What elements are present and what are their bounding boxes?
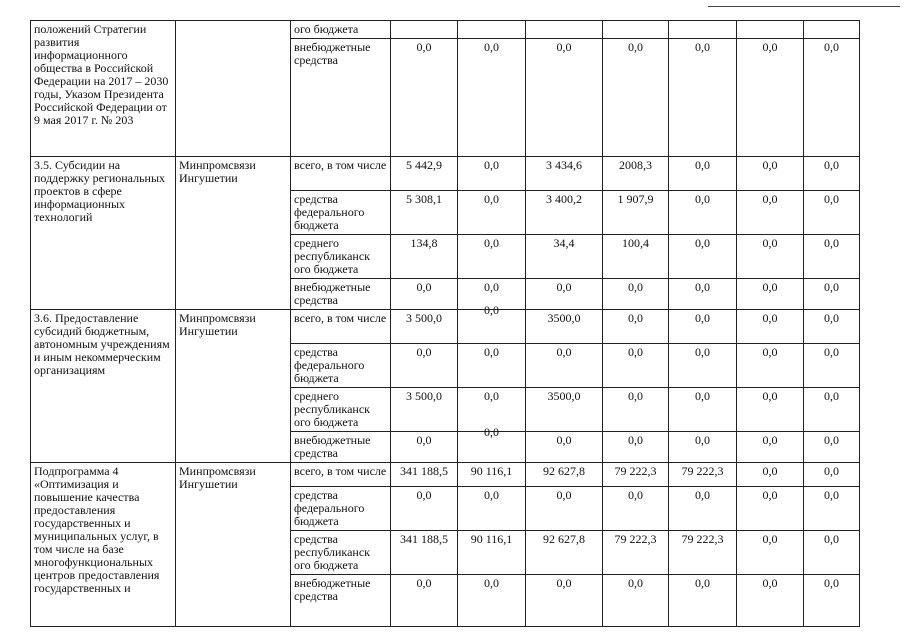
amount-cell (804, 388, 860, 432)
amount-value: 0,0 (762, 192, 778, 206)
amount-cell (669, 344, 737, 388)
amount-value: 0,0 (416, 576, 432, 590)
amount-value: 134,8 (410, 236, 438, 250)
amount-value: 0,0 (824, 576, 839, 590)
amount-cell (737, 432, 804, 463)
amount-cell (669, 487, 737, 531)
amount-cell (391, 388, 458, 432)
amount-cell (603, 279, 669, 310)
amount-value: 3 400,2 (546, 192, 582, 206)
amount-value: 0,0 (824, 433, 839, 447)
amount-cell (391, 432, 458, 463)
amount-cell (391, 235, 458, 279)
amount-cell (804, 157, 860, 191)
responsible-executor (176, 21, 291, 157)
amount-value: 79 222,3 (614, 532, 657, 546)
amount-cell (526, 388, 603, 432)
amount-value: 0,0 (556, 488, 572, 502)
amount-cell (603, 235, 669, 279)
amount-cell (391, 39, 458, 157)
amount-cell (526, 531, 603, 575)
amount-cell (526, 432, 603, 463)
amount-cell (603, 21, 669, 39)
amount-cell (458, 39, 526, 157)
amount-cell (669, 531, 737, 575)
amount-value: 0,0 (762, 389, 778, 403)
funding-source: всего, в том числе (291, 463, 391, 487)
amount-value: 0,0 (762, 433, 778, 447)
amount-cell (526, 487, 603, 531)
amount-value: 0,0 (628, 576, 643, 590)
amount-cell (737, 575, 804, 627)
amount-cell (669, 310, 737, 344)
amount-cell (526, 39, 603, 157)
amount-value: 0,0 (824, 236, 839, 250)
amount-value: 0,0 (695, 236, 710, 250)
amount-cell (603, 575, 669, 627)
amount-value: 0,0 (824, 532, 839, 546)
funding-source: внебюджетные средства (291, 39, 391, 157)
responsible-executor: Минпромсвязи Ингушетии (176, 463, 291, 627)
amount-cell (391, 575, 458, 627)
amount-value: 92 627,8 (543, 532, 585, 546)
amount-cell (603, 191, 669, 235)
funding-source: средства республиканск ого бюджета (291, 531, 391, 575)
amount-cell (458, 303, 526, 344)
amount-value: 5 442,9 (406, 158, 442, 172)
amount-cell (669, 279, 737, 310)
amount-value: 0,0 (556, 576, 572, 590)
amount-value: 0,0 (484, 236, 499, 250)
amount-cell (391, 344, 458, 388)
amount-value: 3500,0 (547, 389, 581, 403)
amount-cell (669, 388, 737, 432)
amount-value: 0,0 (824, 158, 839, 172)
amount-value: 0,0 (762, 532, 778, 546)
amount-value: 0,0 (695, 488, 710, 502)
amount-value: 3 500,0 (406, 389, 442, 403)
amount-value: 0,0 (824, 488, 839, 502)
amount-cell (669, 432, 737, 463)
amount-value: 0,0 (484, 280, 499, 294)
amount-cell (737, 21, 804, 39)
amount-cell (804, 191, 860, 235)
amount-cell (737, 191, 804, 235)
amount-cell (458, 157, 526, 191)
table-row (31, 310, 860, 344)
responsible-executor: Минпромсвязи Ингушетии (176, 310, 291, 463)
amount-value: 0,0 (695, 345, 710, 359)
amount-cell (391, 21, 458, 39)
amount-value: 0,0 (762, 345, 778, 359)
amount-cell (526, 575, 603, 627)
table-row (31, 21, 860, 39)
amount-cell (737, 388, 804, 432)
amount-value: 79 222,3 (681, 464, 724, 478)
amount-value: 0,0 (556, 345, 572, 359)
amount-cell (458, 463, 526, 487)
amount-value: 0,0 (484, 345, 499, 359)
amount-cell (526, 191, 603, 235)
amount-value: 0,0 (695, 158, 710, 172)
amount-value: 0,0 (695, 389, 710, 403)
amount-value: 0,0 (484, 389, 499, 403)
amount-cell (458, 344, 526, 388)
top-rule (708, 6, 900, 7)
amount-cell (526, 310, 603, 344)
amount-value: 0,0 (484, 303, 499, 317)
amount-value: 0,0 (484, 425, 499, 439)
amount-value: 79 222,3 (681, 532, 724, 546)
amount-value: 0,0 (484, 576, 499, 590)
amount-cell (603, 388, 669, 432)
amount-value: 0,0 (628, 433, 643, 447)
amount-value: 0,0 (556, 280, 572, 294)
amount-cell (737, 531, 804, 575)
amount-cell (737, 487, 804, 531)
amount-value: 0,0 (556, 433, 572, 447)
amount-value: 0,0 (628, 280, 643, 294)
amount-cell (526, 157, 603, 191)
amount-value: 0,0 (824, 40, 839, 54)
amount-value: 0,0 (416, 488, 432, 502)
amount-cell (391, 463, 458, 487)
amount-value: 79 222,3 (614, 464, 657, 478)
amount-value: 0,0 (628, 40, 643, 54)
amount-cell (804, 235, 860, 279)
amount-value: 341 188,5 (400, 532, 448, 546)
activity-description: Подпрограмма 4 «Оптимизация и повышение качества предоставления государственных и муниципальных услуг, в том числе на базе многофункциональных центров предоставления государственных и (31, 463, 176, 627)
funding-source: среднего республиканск ого бюджета (291, 388, 391, 432)
amount-value: 0,0 (628, 488, 643, 502)
amount-value: 0,0 (484, 488, 499, 502)
amount-value: 90 116,1 (470, 532, 513, 546)
amount-value: 3500,0 (547, 311, 581, 325)
funding-source: всего, в том числе (291, 157, 391, 191)
amount-value: 0,0 (824, 464, 839, 478)
amount-cell (526, 344, 603, 388)
amount-value: 0,0 (824, 311, 839, 325)
amount-cell (804, 39, 860, 157)
amount-value: 0,0 (416, 433, 432, 447)
funding-source: внебюджетные средства (291, 432, 391, 463)
amount-value: 0,0 (628, 345, 643, 359)
amount-cell (526, 21, 603, 39)
amount-value: 0,0 (824, 345, 839, 359)
amount-cell (391, 310, 458, 344)
amount-value: 0,0 (762, 464, 778, 478)
amount-value: 0,0 (484, 192, 499, 206)
amount-cell (603, 531, 669, 575)
amount-cell (391, 531, 458, 575)
amount-value: 0,0 (628, 311, 643, 325)
amount-cell (737, 235, 804, 279)
amount-value: 3 500,0 (406, 311, 442, 325)
amount-cell (603, 432, 669, 463)
amount-cell (669, 575, 737, 627)
amount-cell (526, 235, 603, 279)
amount-value: 341 188,5 (400, 464, 448, 478)
amount-cell (804, 344, 860, 388)
amount-value: 0,0 (762, 236, 778, 250)
amount-cell (603, 310, 669, 344)
amount-cell (391, 191, 458, 235)
funding-source: внебюджетные средства (291, 279, 391, 310)
amount-cell (603, 344, 669, 388)
amount-cell (669, 21, 737, 39)
amount-value: 0,0 (628, 389, 643, 403)
amount-cell (603, 39, 669, 157)
amount-value: 0,0 (824, 389, 839, 403)
amount-cell (526, 279, 603, 310)
amount-cell (804, 310, 860, 344)
amount-cell (804, 531, 860, 575)
amount-value: 0,0 (762, 311, 778, 325)
amount-value: 0,0 (695, 280, 710, 294)
amount-cell (737, 39, 804, 157)
amount-value: 3 434,6 (546, 158, 582, 172)
amount-value: 5 308,1 (406, 192, 442, 206)
amount-value: 0,0 (762, 576, 778, 590)
amount-cell (669, 463, 737, 487)
amount-cell (458, 531, 526, 575)
amount-cell (526, 463, 603, 487)
amount-cell (458, 21, 526, 39)
amount-value: 92 627,8 (543, 464, 585, 478)
amount-cell (804, 487, 860, 531)
amount-value: 2008,3 (619, 158, 652, 172)
amount-value: 0,0 (695, 576, 710, 590)
budget-table (30, 20, 860, 627)
responsible-executor: Минпромсвязи Ингушетии (176, 157, 291, 310)
amount-cell (391, 157, 458, 191)
table-row (31, 157, 860, 191)
amount-value: 34,4 (553, 236, 575, 250)
amount-cell (603, 157, 669, 191)
amount-cell (391, 279, 458, 310)
amount-value: 0,0 (695, 40, 710, 54)
funding-source: средства федерального бюджета (291, 487, 391, 531)
amount-cell (458, 487, 526, 531)
activity-description: 3.5. Субсидии на поддержку региональных проектов в сфере информационных технологий (31, 157, 176, 310)
amount-cell (603, 487, 669, 531)
amount-cell (391, 487, 458, 531)
amount-cell (458, 191, 526, 235)
amount-value: 0,0 (416, 40, 432, 54)
amount-value: 0,0 (762, 280, 778, 294)
amount-value: 0,0 (695, 433, 710, 447)
amount-cell (669, 191, 737, 235)
amount-value: 0,0 (824, 192, 839, 206)
activity-description: положений Стратегии развития информационного общества в Российской Федерации на 2017 – 2030 годы, Указом Президента Российской Федерации от 9 мая 2017 г. № 203 (31, 21, 176, 157)
activity-description: 3.6. Предоставление субсидий бюджетным, автономным учреждениям и иным некоммерческим организациям (31, 310, 176, 463)
amount-cell (669, 39, 737, 157)
funding-source: средства федерального бюджета (291, 344, 391, 388)
amount-value: 1 907,9 (617, 192, 654, 206)
amount-cell (603, 463, 669, 487)
funding-source: внебюджетные средства (291, 575, 391, 627)
amount-cell (737, 157, 804, 191)
amount-value: 0,0 (824, 280, 839, 294)
amount-value: 0,0 (484, 158, 499, 172)
amount-value: 0,0 (556, 40, 572, 54)
amount-value: 0,0 (762, 158, 778, 172)
amount-value: 0,0 (762, 488, 778, 502)
amount-cell (737, 310, 804, 344)
amount-cell (804, 432, 860, 463)
amount-cell (458, 425, 526, 463)
amount-cell (804, 575, 860, 627)
amount-cell (737, 279, 804, 310)
amount-cell (737, 344, 804, 388)
amount-value: 0,0 (695, 311, 710, 325)
amount-cell (804, 279, 860, 310)
amount-value: 0,0 (762, 40, 778, 54)
amount-cell (804, 21, 860, 39)
amount-value: 90 116,1 (470, 464, 513, 478)
funding-source: всего, в том числе (291, 310, 391, 344)
amount-cell (669, 157, 737, 191)
amount-value: 0,0 (695, 192, 710, 206)
table-row (31, 463, 860, 487)
amount-value: 0,0 (416, 345, 432, 359)
amount-cell (458, 235, 526, 279)
amount-cell (458, 575, 526, 627)
funding-source: среднего республиканск ого бюджета (291, 235, 391, 279)
funding-source: ого бюджета (291, 21, 391, 39)
amount-value: 100,4 (622, 236, 649, 250)
amount-cell (669, 235, 737, 279)
amount-value: 0,0 (416, 280, 432, 294)
funding-source: средства федерального бюджета (291, 191, 391, 235)
amount-cell (804, 463, 860, 487)
amount-cell (737, 463, 804, 487)
amount-value: 0,0 (484, 40, 499, 54)
